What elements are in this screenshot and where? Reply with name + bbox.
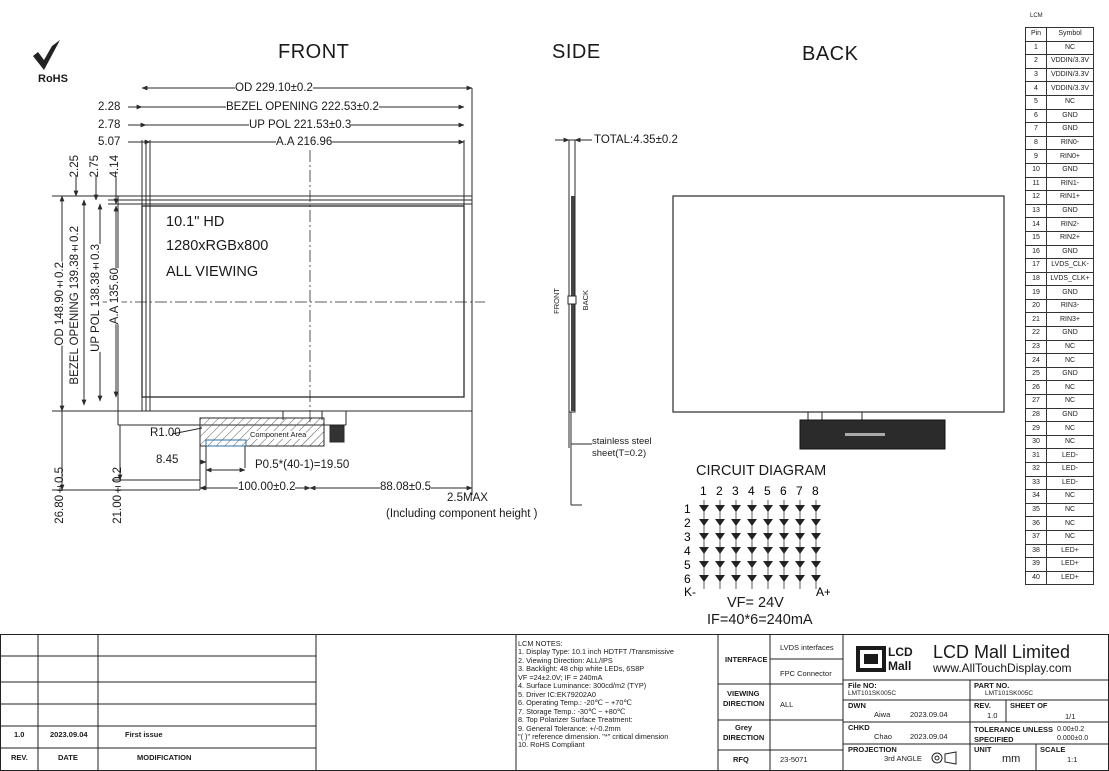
dim-od-width: OD 229.10±0.2 [235, 82, 313, 94]
pin-row [1026, 530, 1094, 544]
rev-value-2: 1.0 [987, 711, 998, 720]
led-diode-icon [795, 575, 805, 582]
dim-aa-width: A.A 216.96 [276, 136, 333, 148]
led-diode-icon [763, 505, 773, 512]
circuit-vf: VF= 24V [727, 595, 784, 611]
note-line: 8. Top Polarizer Surface Treatment: [518, 715, 633, 725]
led-diode-icon [699, 561, 709, 568]
led-diode-icon [731, 575, 741, 582]
led-diode-icon [715, 561, 725, 568]
led-column-label: 5 [764, 484, 771, 498]
pin-row [1026, 558, 1094, 572]
pin-symbol: GND [1047, 367, 1094, 381]
pin-number: 5 [1026, 95, 1047, 109]
dwn-label: DWN [848, 701, 866, 710]
pin-number: 26 [1026, 381, 1047, 395]
pin-row [1026, 191, 1094, 205]
chkd-date: 2023.09.04 [910, 732, 948, 741]
symbol-col-header: Symbol [1047, 28, 1094, 42]
chkd-label: CHKD [848, 723, 870, 732]
led-diode-icon [715, 533, 725, 540]
company-logo [856, 642, 926, 674]
pin-number: 14 [1026, 218, 1047, 232]
note-line: 6. Operating Temp.: -20℃ ~ +70℃ [518, 698, 632, 708]
pin-row [1026, 340, 1094, 354]
dim-25max: 2.5MAX [447, 492, 488, 504]
pin-number: 17 [1026, 259, 1047, 273]
led-diode-icon [715, 505, 725, 512]
pin-row [1026, 136, 1094, 150]
pin-row [1026, 245, 1094, 259]
circuit-if: IF=40*6=240mA [707, 612, 813, 628]
pin-row [1026, 395, 1094, 409]
circuit-title: CIRCUIT DIAGRAM [696, 463, 827, 479]
led-diode-icon [699, 505, 709, 512]
pin-symbol: LED+ [1047, 558, 1094, 572]
led-column-label: 8 [812, 484, 819, 498]
led-diode-icon [811, 561, 821, 568]
led-diode-icon [731, 519, 741, 526]
note-line: 2. Viewing Direction: ALL/IPS [518, 655, 613, 665]
pin-symbol: RIN2+ [1047, 231, 1094, 245]
part-no-label: PART NO. [974, 681, 1010, 690]
lcm-small-label: LCM [1030, 13, 1043, 19]
pin-row [1026, 231, 1094, 245]
component-height-note: (Including component height ) [386, 508, 538, 520]
pin-row [1026, 354, 1094, 368]
dim-bezel-height: BEZEL OPENING 139.38±0.2 [69, 226, 81, 385]
pin-symbol: NC [1047, 517, 1094, 531]
steel-note-2: sheet(T=0.2) [592, 448, 647, 459]
company-url: www.AllTouchDisplay.com [933, 661, 1072, 675]
led-diode-icon [715, 547, 725, 554]
pin-row [1026, 82, 1094, 96]
rfq-label: RFQ [733, 755, 749, 764]
note-line: 3. Backlight: 48 chip white LEDs, 6S8P [518, 664, 645, 674]
dim-radius: R1.00 [150, 427, 181, 439]
note-line: 10. RoHS Compliant [518, 740, 585, 750]
pin-number: 2 [1026, 55, 1047, 69]
pin-row [1026, 544, 1094, 558]
steel-note-1: stainless steel [592, 436, 652, 447]
viewing-label-1: VIEWING [727, 689, 760, 698]
note-line: 4. Surface Luminance: 300cd/m2 (TYP) [518, 681, 647, 691]
pin-number: 15 [1026, 231, 1047, 245]
pin-number: 30 [1026, 435, 1047, 449]
anode-label: A+ [816, 585, 830, 599]
grey-label-1: Grey [735, 723, 753, 732]
pin-symbol: NC [1047, 395, 1094, 409]
spec-resolution: 1280xRGBx800 [166, 238, 269, 254]
pin-row [1026, 95, 1094, 109]
side-view-title: SIDE [552, 41, 601, 63]
led-diode-icon [715, 519, 725, 526]
chkd-name: Chao [874, 732, 892, 741]
led-diode-icon [779, 547, 789, 554]
led-diode-icon [731, 533, 741, 540]
pin-number: 21 [1026, 313, 1047, 327]
dim-up-pol: UP POL 221.53±0.3 [249, 119, 352, 131]
sheet-label: SHEET OF [1010, 701, 1048, 710]
pin-symbol: VDDIN/3.3V [1047, 82, 1094, 96]
lcm-notes [518, 640, 674, 750]
pin-row [1026, 463, 1094, 477]
side-back-label: BACK [581, 290, 590, 311]
led-diode-icon [731, 547, 741, 554]
led-diode-icon [731, 561, 741, 568]
dim-od-height: OD 148.90±0.2 [54, 262, 66, 346]
note-line: VF =24±2.0V; IF = 240mA [518, 672, 603, 682]
dim-v-225: 2.25 [69, 155, 81, 178]
pin-symbol: NC [1047, 422, 1094, 436]
pin-symbol: NC [1047, 435, 1094, 449]
led-matrix-graphic [680, 480, 830, 600]
pin-symbol: GND [1047, 408, 1094, 422]
interface-2: FPC Connector [780, 669, 832, 678]
pin-row [1026, 517, 1094, 531]
led-diode-icon [795, 533, 805, 540]
dim-2680: 26.80±0.5 [54, 467, 66, 524]
led-diode-icon [747, 519, 757, 526]
rohs-label: RoHS [38, 73, 68, 85]
led-diode-icon [747, 547, 757, 554]
dim-100: 100.00±0.2 [238, 481, 296, 493]
led-column-label: 3 [732, 484, 739, 498]
led-diode-icon [779, 533, 789, 540]
led-diode-icon [779, 575, 789, 582]
dim-845: 8.45 [156, 454, 179, 466]
pin-row [1026, 218, 1094, 232]
back-view-title: BACK [802, 43, 859, 65]
pin-number: 32 [1026, 463, 1047, 477]
dim-8808: 88.08±0.5 [380, 481, 432, 493]
led-diode-icon [779, 561, 789, 568]
led-diode-icon [811, 519, 821, 526]
led-diode-icon [779, 519, 789, 526]
pin-symbol: RIN2- [1047, 218, 1094, 232]
interface-1: LVDS interfaces [780, 643, 834, 652]
pin-row [1026, 408, 1094, 422]
led-diode-icon [811, 575, 821, 582]
pin-row [1026, 571, 1094, 585]
led-column-label: 4 [748, 484, 755, 498]
led-diode-icon [699, 547, 709, 554]
led-diode-icon [747, 561, 757, 568]
rev-value: 1.0 [14, 730, 25, 739]
pin-symbol: VDDIN/3.3V [1047, 68, 1094, 82]
led-row-label: 3 [684, 530, 691, 544]
led-diode-icon [699, 519, 709, 526]
col-date: DATE [58, 753, 78, 762]
tolerance-value-1: 0.00±0.2 [1057, 726, 1085, 733]
pin-number: 38 [1026, 544, 1047, 558]
led-diode-icon [747, 533, 757, 540]
projection-label: PROJECTION [848, 745, 897, 754]
pin-row [1026, 109, 1094, 123]
dwn-date: 2023.09.04 [910, 710, 948, 719]
rfq-value: 23-5071 [780, 755, 808, 764]
led-diode-icon [763, 547, 773, 554]
pin-row [1026, 327, 1094, 341]
pin-symbol: LVDS_CLK+ [1047, 272, 1094, 286]
pin-symbol: GND [1047, 286, 1094, 300]
pin-symbol: NC [1047, 354, 1094, 368]
pin-symbol: GND [1047, 109, 1094, 123]
pin-symbol: RIN3+ [1047, 313, 1094, 327]
led-row-label: 6 [684, 572, 691, 586]
pin-number: 24 [1026, 354, 1047, 368]
pin-row [1026, 435, 1094, 449]
pin-symbol: NC [1047, 95, 1094, 109]
cathode-label: K- [684, 585, 696, 599]
pin-row [1026, 476, 1094, 490]
pin-row [1026, 163, 1094, 177]
pin-symbol: VDDIN/3.3V [1047, 55, 1094, 69]
pin-number: 10 [1026, 163, 1047, 177]
side-total: TOTAL:4.35±0.2 [594, 134, 678, 146]
dim-2100: 21.00±0.2 [112, 467, 124, 524]
pin-row [1026, 381, 1094, 395]
led-diode-icon [795, 519, 805, 526]
pin-number: 37 [1026, 530, 1047, 544]
pin-number: 25 [1026, 367, 1047, 381]
side-front-label: FRONT [552, 288, 561, 314]
grey-label-2: DIRECTION [723, 733, 765, 742]
scale-value: 1:1 [1067, 755, 1078, 764]
pin-symbol: LED- [1047, 449, 1094, 463]
notes-title: LCM NOTES: [518, 639, 563, 648]
led-row-label: 5 [684, 558, 691, 572]
pin-row [1026, 204, 1094, 218]
logo-top-text: LCD [888, 645, 913, 659]
viewing-value: ALL [780, 700, 794, 709]
note-line: 7. Storage Temp.: -30℃ ~ +80℃ [518, 706, 626, 716]
pin-number: 12 [1026, 191, 1047, 205]
interface-label: INTERFACE [725, 655, 768, 664]
dim-bezel-opening: BEZEL OPENING 222.53±0.2 [226, 101, 379, 113]
pin-assignment-table [1025, 27, 1094, 585]
led-diode-icon [795, 547, 805, 554]
pin-row [1026, 123, 1094, 137]
pin-row [1026, 422, 1094, 436]
led-diode-icon [779, 505, 789, 512]
led-diode-icon [811, 547, 821, 554]
spec-viewing: ALL VIEWING [166, 264, 259, 280]
led-diode-icon [763, 575, 773, 582]
pin-number: 20 [1026, 299, 1047, 313]
pin-symbol: RIN0- [1047, 136, 1094, 150]
pin-symbol: RIN1+ [1047, 191, 1094, 205]
col-modification: MODIFICATION [137, 753, 192, 762]
rohs-check-icon [33, 40, 60, 70]
pin-number: 3 [1026, 68, 1047, 82]
projection-value: 3rd ANGLE [884, 754, 922, 763]
logo-bottom-text: Mall [888, 659, 912, 673]
pin-row [1026, 272, 1094, 286]
component-area-label: Component Area [250, 430, 307, 439]
pin-symbol: NC [1047, 381, 1094, 395]
pin-symbol: RIN1- [1047, 177, 1094, 191]
pin-number: 36 [1026, 517, 1047, 531]
led-row-label: 2 [684, 516, 691, 530]
pin-number: 4 [1026, 82, 1047, 96]
pin-row [1026, 449, 1094, 463]
led-row-label: 1 [684, 502, 691, 516]
tolerance-value-2: 0.000±0.0 [1057, 735, 1089, 742]
dim-uppol-height: UP POL 138.38±0.3 [90, 244, 102, 352]
spec-size: 10.1" HD [166, 214, 225, 230]
projection-symbol-icon [930, 751, 958, 765]
pin-number: 39 [1026, 558, 1047, 572]
pin-symbol: GND [1047, 204, 1094, 218]
dim-left-278: 2.78 [98, 119, 121, 131]
company-name: LCD Mall Limited [933, 642, 1071, 662]
pin-number: 35 [1026, 503, 1047, 517]
pin-number: 27 [1026, 395, 1047, 409]
led-diode-icon [747, 505, 757, 512]
dim-pitch: P0.5*(40-1)=19.50 [255, 459, 350, 471]
tolerance-label-2: SPECIFIED [974, 735, 1014, 744]
led-column-label: 6 [780, 484, 787, 498]
pin-number: 34 [1026, 490, 1047, 504]
pin-symbol: LED- [1047, 463, 1094, 477]
pin-number: 11 [1026, 177, 1047, 191]
led-diode-icon [763, 561, 773, 568]
note-line: 1. Display Type: 10.1 inch HDTFT /Transmissive [518, 647, 674, 657]
pin-symbol: RIN0+ [1047, 150, 1094, 164]
pin-row [1026, 490, 1094, 504]
pin-row [1026, 286, 1094, 300]
pin-symbol: NC [1047, 530, 1094, 544]
led-diode-icon [731, 505, 741, 512]
led-diode-icon [763, 533, 773, 540]
pin-symbol: NC [1047, 41, 1094, 55]
pin-row [1026, 55, 1094, 69]
pin-number: 7 [1026, 123, 1047, 137]
side-profile [568, 140, 576, 448]
back-outline [673, 196, 1004, 449]
dim-v-414: 4.14 [109, 155, 121, 178]
pin-symbol: NC [1047, 503, 1094, 517]
led-diode-icon [699, 575, 709, 582]
pin-number: 23 [1026, 340, 1047, 354]
pin-symbol: LED+ [1047, 544, 1094, 558]
pin-row [1026, 150, 1094, 164]
led-matrix [680, 480, 830, 600]
pin-row [1026, 313, 1094, 327]
led-diode-icon [795, 505, 805, 512]
led-column-label: 1 [700, 484, 707, 498]
pin-row [1026, 503, 1094, 517]
led-diode-icon [763, 519, 773, 526]
pin-number: 40 [1026, 571, 1047, 585]
rev-label: REV. [974, 701, 991, 710]
pin-symbol: RIN3- [1047, 299, 1094, 313]
pin-number: 31 [1026, 449, 1047, 463]
viewing-label-2: DIRECTION [723, 699, 765, 708]
pin-symbol: GND [1047, 163, 1094, 177]
led-diode-icon [795, 561, 805, 568]
pin-row [1026, 177, 1094, 191]
sheet-value: 1/1 [1065, 712, 1076, 721]
led-diode-icon [747, 575, 757, 582]
led-row-label: 4 [684, 544, 691, 558]
tolerance-label-1: TOLERANCE UNLESS [974, 725, 1054, 734]
file-no: LMT101SK005C [848, 690, 897, 697]
pin-table-header [1026, 28, 1094, 42]
pin-number: 28 [1026, 408, 1047, 422]
dim-left-507: 5.07 [98, 136, 121, 148]
led-diode-icon [715, 575, 725, 582]
pin-row [1026, 68, 1094, 82]
unit-label: UNIT [974, 745, 992, 754]
pin-number: 1 [1026, 41, 1047, 55]
dim-v-275: 2.75 [89, 155, 101, 178]
file-no-label: File NO: [848, 681, 877, 690]
col-rev: REV. [11, 753, 28, 762]
led-diode-icon [699, 533, 709, 540]
rev-modification: First issue [125, 730, 163, 739]
pin-symbol: LED- [1047, 476, 1094, 490]
dwn-name: Aiwa [874, 710, 891, 719]
pin-col-header: Pin [1026, 28, 1047, 42]
pin-number: 29 [1026, 422, 1047, 436]
pin-number: 19 [1026, 286, 1047, 300]
pin-row [1026, 259, 1094, 273]
pin-symbol: NC [1047, 490, 1094, 504]
pin-symbol: LED+ [1047, 571, 1094, 585]
dim-aa-height: A.A 135.60 [109, 268, 121, 325]
pin-row [1026, 299, 1094, 313]
pin-number: 22 [1026, 327, 1047, 341]
pin-row [1026, 41, 1094, 55]
note-line: 9. General Tolerance: +/-0.2mm [518, 723, 621, 733]
pin-number: 6 [1026, 109, 1047, 123]
note-line: 5. Driver IC:EK79202A0 [518, 689, 596, 699]
pin-number: 9 [1026, 150, 1047, 164]
pin-row [1026, 367, 1094, 381]
note-line: "( )" reference dimension. "*" critical dimension [518, 731, 669, 741]
rev-date: 2023.09.04 [50, 730, 88, 739]
part-no: LMT101SK005C [985, 690, 1034, 697]
pin-symbol: GND [1047, 327, 1094, 341]
front-view-title: FRONT [278, 41, 350, 63]
led-column-label: 2 [716, 484, 723, 498]
scale-label: SCALE [1040, 745, 1066, 754]
pin-number: 8 [1026, 136, 1047, 150]
led-diode-icon [811, 505, 821, 512]
pin-number: 33 [1026, 476, 1047, 490]
pin-symbol: NC [1047, 340, 1094, 354]
led-column-label: 7 [796, 484, 803, 498]
pin-number: 18 [1026, 272, 1047, 286]
dim-left-228: 2.28 [98, 101, 121, 113]
pin-symbol: LVDS_CLK- [1047, 259, 1094, 273]
pin-symbol: GND [1047, 245, 1094, 259]
pin-number: 13 [1026, 204, 1047, 218]
pin-symbol: GND [1047, 123, 1094, 137]
pin-number: 16 [1026, 245, 1047, 259]
led-diode-icon [811, 533, 821, 540]
unit-value: mm [1002, 753, 1021, 765]
